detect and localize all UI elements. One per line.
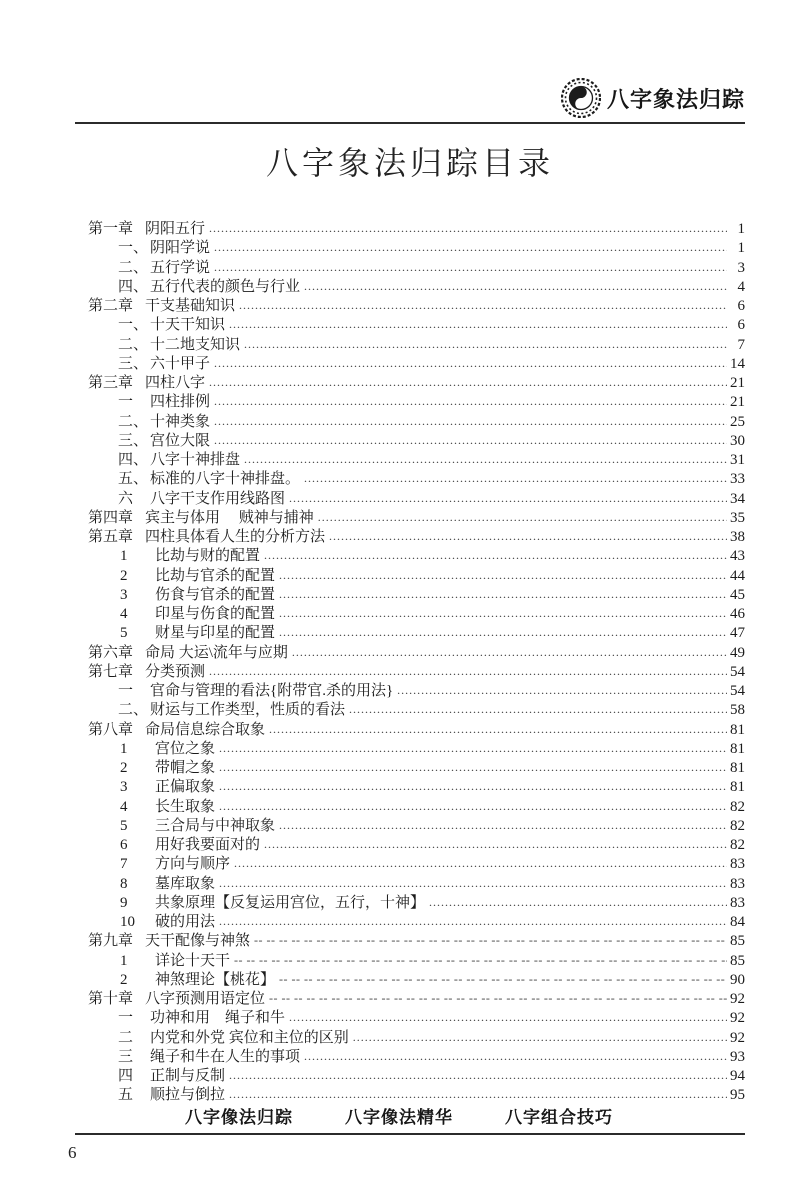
toc-entry-page: 6: [737, 298, 745, 314]
toc-entry-label: 6: [120, 837, 128, 853]
leader-dots: [279, 623, 727, 642]
toc-entry-page: 21: [730, 394, 745, 411]
toc-entry-label: 4: [120, 606, 128, 622]
toc-entry-page: 58: [730, 702, 745, 719]
toc-entry-label: 4: [120, 798, 128, 815]
header-rule: [75, 122, 745, 124]
toc-entry-page: 44: [730, 567, 745, 584]
toc-entry-page: 31: [730, 452, 745, 468]
toc-entry-page: 84: [730, 914, 745, 930]
toc-row: [120, 778, 745, 797]
toc-entry-title: 官命与管理的看法{附带官.杀的用法}: [150, 683, 394, 699]
toc-entry-title: 正制与反制: [150, 1068, 226, 1084]
toc-entry-page: 35: [730, 509, 745, 526]
toc-entry-title: 方向与顺序: [155, 856, 231, 873]
toc-row: [120, 798, 745, 817]
toc-entry-label: 五: [118, 1087, 134, 1104]
toc-row: [118, 355, 745, 374]
toc-entry-label: 1: [120, 548, 128, 565]
toc-entry-title: 财运与工作类型，性质的看法: [150, 702, 346, 719]
toc-entry-label: 二: [118, 1029, 134, 1046]
toc-entry-page: 45: [730, 586, 745, 603]
toc-row: [120, 855, 745, 874]
leader-dots: [279, 816, 727, 835]
toc-row: [88, 721, 745, 740]
toc-entry-page: 81: [730, 779, 745, 796]
toc-row: [88, 297, 745, 316]
toc-entry-label: 第五章: [88, 529, 134, 545]
toc-entry-page: 92: [730, 1010, 745, 1027]
toc-row: [120, 875, 745, 894]
toc-entry-title: 标准的八字十神排盘。: [150, 471, 301, 488]
toc-entry-label: 第四章: [88, 509, 134, 526]
toc-entry-title: 阴阳五行: [145, 221, 206, 237]
toc-entry-label: 一: [118, 1010, 134, 1027]
toc-entry-page: 46: [730, 606, 745, 622]
leader-dots: [269, 989, 727, 1008]
toc-entry-page: 1: [737, 240, 745, 257]
leader-dots: [219, 777, 727, 796]
toc-row: [120, 894, 745, 913]
toc-row: [118, 1029, 745, 1048]
toc-entry-label: 三、: [118, 355, 149, 372]
toc-entry-title: 印星与伤食的配置: [155, 606, 276, 622]
leader-dots: [397, 681, 727, 700]
toc-entry-page: 85: [730, 952, 745, 969]
toc-row: [118, 1048, 745, 1067]
toc-entry-title: 干支基础知识: [145, 298, 236, 314]
toc-entry-page: 90: [730, 971, 745, 988]
toc-entry-page: 34: [730, 490, 745, 507]
toc-entry-label: 2: [120, 760, 128, 776]
toc-entry-title: 四柱具体看人生的分析方法: [145, 529, 326, 545]
toc-entry-page: 95: [730, 1087, 745, 1104]
toc-entry-title: 六十甲子: [150, 355, 211, 372]
leader-dots: [229, 315, 727, 334]
toc-entry-page: 54: [730, 663, 745, 680]
toc-row: [118, 239, 745, 258]
toc-entry-label: 10: [120, 914, 135, 930]
toc-entry-page: 82: [730, 837, 745, 853]
leader-dots: [214, 354, 727, 373]
toc-entry-label: 2: [120, 567, 128, 584]
toc-entry-label: 一: [118, 394, 134, 411]
toc-entry-label: 9: [120, 894, 128, 911]
leader-dots: [254, 931, 727, 950]
toc-row: [118, 1009, 745, 1028]
toc-row: [120, 759, 745, 778]
toc-entry-title: 用好我要面对的: [155, 837, 261, 853]
toc-row: [120, 836, 745, 855]
toc-row: [118, 490, 745, 509]
toc-entry-page: 30: [730, 432, 745, 449]
toc-entry-label: 2: [120, 971, 128, 988]
leader-dots: [214, 431, 727, 450]
leader-dots: [214, 392, 727, 411]
leader-dots: [219, 739, 727, 758]
toc-entry-title: 内党和外党 宾位和主位的区别: [150, 1029, 349, 1046]
toc-row: [88, 990, 745, 1009]
toc-row: [118, 432, 745, 451]
toc-entry-page: 94: [730, 1068, 745, 1084]
toc-entry-title: 阴阳学说: [150, 240, 211, 257]
leader-dots: [209, 662, 727, 681]
toc-entry-title: 四柱排例: [150, 394, 211, 411]
toc-entry-page: 21: [730, 375, 745, 391]
toc-row: [88, 220, 745, 239]
toc-row: [88, 663, 745, 682]
toc-entry-label: 二、: [118, 336, 149, 353]
toc-entry-label: 三、: [118, 432, 149, 449]
leader-dots: [292, 643, 727, 662]
toc-entry-page: 81: [730, 760, 745, 776]
toc-entry-title: 八字十神排盘: [150, 452, 241, 468]
leader-dots: [234, 854, 727, 873]
toc-row: [88, 374, 745, 393]
toc-entry-label: 3: [120, 586, 128, 603]
toc-entry-title: 十神类象: [150, 413, 211, 430]
toc-entry-page: 6: [737, 317, 745, 334]
toc-entry-title: 破的用法: [155, 914, 216, 930]
leader-dots: [209, 219, 727, 238]
toc-entry-label: 第二章: [88, 298, 134, 314]
toc-entry-title: 八字干支作用线路图: [150, 490, 286, 507]
toc-entry-page: 7: [737, 336, 745, 353]
toc-entry-label: 四: [118, 1068, 134, 1084]
toc-row: [88, 932, 745, 951]
toc-entry-label: 第十章: [88, 991, 134, 1007]
toc-entry-label: 第八章: [88, 721, 134, 738]
toc-entry-label: 二、: [118, 413, 149, 430]
toc-entry-title: 八字预测用语定位: [145, 991, 266, 1007]
toc-row: [120, 586, 745, 605]
leader-dots: [229, 1066, 727, 1085]
toc-entry-title: 十二地支知识: [150, 336, 241, 353]
toc-entry-label: 5: [120, 625, 128, 642]
footer-item: 八字组合技巧: [505, 1108, 613, 1127]
toc-entry-title: 五行代表的颜色与行业: [150, 278, 301, 295]
toc-entry-page: 93: [730, 1048, 745, 1065]
toc-entry-title: 财星与印星的配置: [155, 625, 276, 642]
leader-dots: [229, 1085, 727, 1104]
toc-entry-title: 神煞理论【桃花】: [155, 971, 276, 988]
toc-row: [120, 913, 745, 932]
leader-dots: [239, 296, 727, 315]
leader-dots: [244, 335, 727, 354]
page-footer: [75, 1103, 745, 1135]
toc-entry-label: 二、: [118, 259, 149, 276]
toc-row: [118, 259, 745, 278]
toc-entry-label: 三: [118, 1048, 134, 1065]
leader-dots: [279, 566, 727, 585]
leader-dots: [244, 450, 727, 469]
toc-entry-label: 5: [120, 817, 128, 834]
toc-entry-page: 14: [730, 355, 745, 372]
toc-entry-label: 1: [120, 740, 128, 757]
toc-entry-page: 3: [737, 259, 745, 276]
toc-entry-title: 天干配像与神煞: [145, 933, 251, 950]
toc-row: [88, 644, 745, 663]
toc-entry-title: 分类预测: [145, 663, 206, 680]
taiji-bagua-logo: [561, 78, 601, 118]
toc-entry-page: 82: [730, 817, 745, 834]
leader-dots: [289, 1008, 727, 1027]
toc-entry-page: 1: [737, 221, 745, 237]
toc-row: [118, 278, 745, 297]
toc-entry-label: 第三章: [88, 375, 134, 391]
toc-entry-label: 五、: [118, 471, 149, 488]
toc-entry-title: 墓库取象: [155, 875, 216, 892]
toc-entry-page: 92: [730, 1029, 745, 1046]
toc-entry-title: 命局信息综合取象: [145, 721, 266, 738]
toc-entry-page: 85: [730, 933, 745, 950]
toc-entry-page: 49: [730, 644, 745, 661]
toc-entry-title: 正偏取象: [155, 779, 216, 796]
leader-dots: [279, 604, 727, 623]
toc-entry-label: 一、: [118, 317, 149, 334]
leader-dots: [289, 489, 727, 508]
toc-row: [118, 336, 745, 355]
leader-dots: [219, 874, 727, 893]
toc-row: [118, 316, 745, 335]
toc-entry-page: 38: [730, 529, 745, 545]
leader-dots: [304, 469, 727, 488]
toc-entry-title: 比劫与官杀的配置: [155, 567, 276, 584]
toc-row: [120, 567, 745, 586]
toc-entry-label: 第九章: [88, 933, 134, 950]
toc-entry-label: 7: [120, 856, 128, 873]
leader-dots: [279, 970, 727, 989]
leader-dots: [279, 585, 727, 604]
toc-entry-title: 三合局与中神取象: [155, 817, 276, 834]
toc-entry-label: 1: [120, 952, 128, 969]
toc-row: [118, 701, 745, 720]
toc-entry-title: 绳子和牛在人生的事项: [150, 1048, 301, 1065]
toc-row: [118, 470, 745, 489]
toc-entry-label: 四、: [118, 278, 149, 295]
toc-row: [120, 817, 745, 836]
toc-entry-title: 顺拉与倒拉: [150, 1087, 226, 1104]
leader-dots: [264, 546, 727, 565]
header-brand-text: 八字象法归踪: [606, 86, 745, 112]
toc-row: [118, 1067, 745, 1086]
leader-dots: [264, 835, 727, 854]
toc-entry-page: 83: [730, 856, 745, 873]
leader-dots: [209, 373, 727, 392]
toc-entry-title: 功神和用 绳子和牛: [150, 1010, 286, 1027]
leader-dots: [429, 893, 727, 912]
toc-row: [88, 528, 745, 547]
toc-row: [120, 605, 745, 624]
leader-dots: [214, 238, 727, 257]
leader-dots: [329, 527, 727, 546]
toc-entry-page: 83: [730, 875, 745, 892]
toc-entry-page: 83: [730, 894, 745, 911]
toc-row: [118, 393, 745, 412]
toc-entry-title: 长生取象: [155, 798, 216, 815]
toc-entry-label: 一: [118, 683, 134, 699]
leader-dots: [318, 508, 727, 527]
toc-entry-page: 54: [730, 683, 745, 699]
toc-entry-page: 81: [730, 721, 745, 738]
toc-entry-title: 十天干知识: [150, 317, 226, 334]
toc-row: [88, 509, 745, 528]
toc-entry-title: 五行学说: [150, 259, 211, 276]
toc-entry-page: 81: [730, 740, 745, 757]
toc-row: [118, 682, 745, 701]
leader-dots: [304, 277, 727, 296]
toc-entry-title: 宫位之象: [155, 740, 216, 757]
page-title: 八字象法归踪目录: [265, 145, 554, 181]
folio-page-number: 6: [68, 1143, 77, 1162]
toc-entry-page: 33: [730, 471, 745, 488]
toc-entry-title: 带帽之象: [155, 760, 216, 776]
toc-entry-title: 命局 大运\流年与应期: [145, 644, 288, 661]
toc-entry-label: 二、: [118, 702, 149, 719]
toc-entry-label: 8: [120, 875, 128, 892]
toc-entry-page: 43: [730, 548, 745, 565]
toc-entry-page: 4: [737, 278, 745, 295]
toc-row: [120, 971, 745, 990]
toc-entry-page: 82: [730, 798, 745, 815]
footer-item: 八字像法精华: [345, 1108, 453, 1127]
toc-entry-page: 25: [730, 413, 745, 430]
toc-entry-label: 六: [118, 490, 134, 507]
toc-entry-title: 共象原理【反复运用宫位，五行，十神】: [155, 894, 426, 911]
toc-entry-label: 第一章: [88, 221, 134, 237]
toc-entry-title: 四柱八字: [145, 375, 206, 391]
leader-dots: [234, 951, 727, 970]
toc-row: [120, 547, 745, 566]
footer-item: 八字像法归踪: [185, 1108, 293, 1127]
toc-row: [120, 740, 745, 759]
leader-dots: [219, 797, 727, 816]
toc-row: [120, 624, 745, 643]
leader-dots: [353, 1028, 727, 1047]
toc-entry-label: 第六章: [88, 644, 134, 661]
toc-entry-label: 3: [120, 779, 128, 796]
toc-list: [75, 220, 745, 1106]
leader-dots: [349, 700, 727, 719]
toc-entry-title: 详论十天干: [155, 952, 231, 969]
leader-dots: [269, 720, 727, 739]
toc-entry-page: 47: [730, 625, 745, 642]
leader-dots: [304, 1047, 727, 1066]
toc-entry-label: 第七章: [88, 663, 134, 680]
leader-dots: [219, 912, 727, 931]
toc-row: [120, 952, 745, 971]
leader-dots: [214, 412, 727, 431]
leader-dots: [219, 758, 727, 777]
toc-entry-title: 宫位大限: [150, 432, 211, 449]
toc-entry-title: 比劫与财的配置: [155, 548, 261, 565]
toc-entry-title: 伤食与官杀的配置: [155, 586, 276, 603]
leader-dots: [214, 258, 727, 277]
toc-entry-title: 宾主与体用 贼神与捕神: [145, 509, 314, 526]
toc-row: [118, 451, 745, 470]
toc-entry-label: 四、: [118, 452, 149, 468]
toc-entry-page: 92: [730, 991, 745, 1007]
page-header: [75, 0, 745, 118]
toc-entry-label: 一、: [118, 240, 149, 257]
toc-row: [118, 413, 745, 432]
